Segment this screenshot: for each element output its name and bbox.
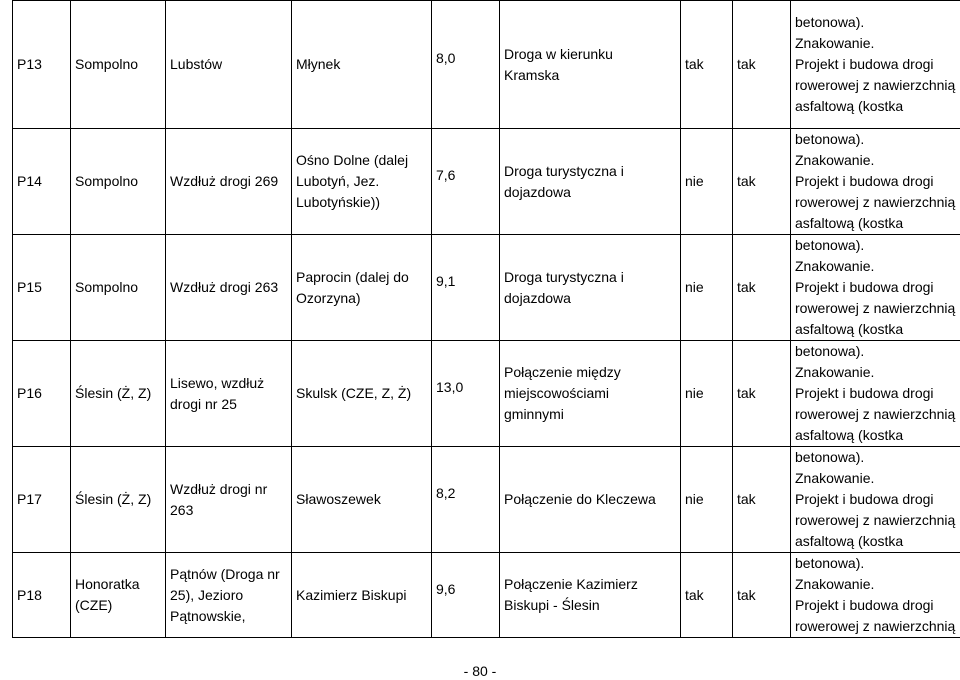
planned-actions: [791, 1, 960, 129]
start-point-line: Pątnowskie,: [170, 607, 246, 624]
action-line: Znakowanie.: [795, 152, 875, 168]
length-km: [432, 447, 500, 553]
end-point-line: Paprocin (dalej do: [296, 268, 409, 285]
flag-column-2: tak: [733, 129, 791, 235]
start-point: Wzdłuż drogi 269: [166, 129, 292, 235]
flag-column-1: nie: [681, 447, 733, 553]
action-line: betonowa).: [795, 449, 865, 465]
table-row: [13, 1, 960, 129]
route-type-line: Droga turystyczna i: [504, 268, 624, 285]
action-line: asfaltową (kostka: [795, 98, 904, 114]
route-type: [500, 341, 681, 447]
action-line: rowerowej z nawierzchnią: [795, 512, 956, 528]
start-point-line: 263: [170, 501, 194, 518]
route-type-line: miejscowościami: [504, 385, 610, 401]
start-point: Wzdłuż drogi 263: [166, 235, 292, 341]
table-row: [13, 235, 960, 341]
length-value: 8,0: [436, 50, 456, 66]
end-point: Sławoszewek: [292, 447, 432, 553]
municipality-line: (CZE): [75, 597, 113, 613]
action-line: asfaltową (kostka: [795, 321, 904, 337]
end-point-line: Lubotyń, Jez.: [296, 173, 380, 189]
flag-column-2: tak: [733, 235, 791, 341]
length-value: 9,6: [436, 580, 456, 597]
municipality-line: Honoratka: [75, 576, 140, 592]
flag-column-2: tak: [733, 341, 791, 447]
action-line: Projekt i budowa drogi: [795, 279, 934, 295]
action-line: Znakowanie.: [795, 470, 875, 486]
end-point: Skulsk (CZE, Z, Ż): [292, 341, 432, 447]
action-line: betonowa).: [795, 237, 865, 253]
route-type: [500, 235, 681, 341]
action-line: Projekt i budowa drogi: [795, 385, 934, 401]
action-line: rowerowej z nawierzchnią: [795, 77, 956, 93]
route-type: [500, 129, 681, 235]
action-line: Projekt i budowa drogi: [795, 173, 934, 189]
flag-column-2: tak: [733, 447, 791, 553]
table-row: [13, 447, 960, 553]
end-point-line: Ośno Dolne (dalej: [296, 152, 409, 168]
flag-column-1: tak: [681, 553, 733, 638]
start-point-line: Wzdłuż drogi nr: [170, 480, 268, 497]
end-point: Młynek: [292, 1, 432, 129]
municipality: Ślesin (Ż, Z): [71, 447, 166, 553]
start-point: [166, 341, 292, 447]
end-point-line: Ozorzyna): [296, 289, 361, 306]
table-row: [13, 129, 960, 235]
length-value: 7,6: [436, 167, 456, 183]
length-value: 8,2: [436, 485, 456, 501]
route-type-line: Połączenie między: [504, 364, 621, 380]
route-number: P16: [13, 341, 71, 447]
action-line: Projekt i budowa drogi: [795, 491, 934, 507]
municipality: Sompolno: [71, 235, 166, 341]
planned-actions: [791, 235, 960, 341]
action-line: betonowa).: [795, 131, 865, 147]
action-line: rowerowej z nawierzchnią: [795, 406, 956, 422]
route-type-line: dojazdowa: [504, 183, 571, 200]
route-type-line: gminnymi: [504, 406, 564, 422]
action-line: asfaltową (kostka: [795, 533, 904, 549]
end-point-line: Lubotyńskie)): [296, 194, 381, 210]
route-number: P15: [13, 235, 71, 341]
action-line: asfaltową (kostka: [795, 427, 904, 443]
action-line: betonowa).: [795, 555, 865, 571]
action-line: rowerowej z nawierzchnią: [795, 618, 956, 634]
flag-column-1: tak: [681, 1, 733, 129]
length-km: [432, 235, 500, 341]
end-point: [292, 235, 432, 341]
municipality: Sompolno: [71, 1, 166, 129]
start-point: Lubstów: [166, 1, 292, 129]
route-type: [500, 447, 681, 553]
length-km: [432, 341, 500, 447]
planned-actions: [791, 553, 960, 638]
flag-column-1: nie: [681, 129, 733, 235]
page-number: - 80 -: [463, 663, 497, 679]
action-line: Projekt i budowa drogi: [795, 56, 934, 72]
start-point-line: drogi nr 25: [170, 395, 237, 412]
start-point-line: Pątnów (Droga nr: [170, 565, 280, 582]
route-type-line: Połączenie do Kleczewa: [504, 491, 656, 507]
end-point: Kazimierz Biskupi: [292, 553, 432, 638]
table-row: [13, 341, 960, 447]
municipality: Sompolno: [71, 129, 166, 235]
route-number: P17: [13, 447, 71, 553]
action-line: Znakowanie.: [795, 258, 875, 274]
routes-table: [12, 0, 960, 638]
length-km: [432, 553, 500, 638]
start-point-line: Lisewo, wzdłuż: [170, 374, 265, 391]
route-type: [500, 1, 681, 129]
planned-actions: [791, 341, 960, 447]
start-point: [166, 447, 292, 553]
planned-actions: [791, 447, 960, 553]
route-type-line: Połączenie Kazimierz: [504, 576, 638, 592]
action-line: rowerowej z nawierzchnią: [795, 194, 956, 210]
route-number: P14: [13, 129, 71, 235]
table-row: [13, 553, 960, 638]
flag-column-2: tak: [733, 553, 791, 638]
route-type-line: Biskupi - Ślesin: [504, 597, 600, 613]
route-type-line: Droga turystyczna i: [504, 162, 624, 179]
action-line: betonowa).: [795, 14, 865, 30]
route-type-line: Kramska: [504, 66, 560, 83]
municipality: [71, 553, 166, 638]
length-km: [432, 1, 500, 129]
route-type-line: Droga w kierunku: [504, 45, 613, 62]
action-line: Znakowanie.: [795, 576, 875, 592]
action-line: rowerowej z nawierzchnią: [795, 300, 956, 316]
action-line: Znakowanie.: [795, 35, 875, 51]
route-type-line: dojazdowa: [504, 289, 571, 306]
start-point: [166, 553, 292, 638]
flag-column-1: nie: [681, 235, 733, 341]
municipality: Ślesin (Ż, Z): [71, 341, 166, 447]
length-value: 13,0: [436, 379, 464, 395]
length-value: 9,1: [436, 273, 456, 289]
length-km: [432, 129, 500, 235]
flag-column-2: tak: [733, 1, 791, 129]
action-line: betonowa).: [795, 343, 865, 359]
planned-actions: [791, 129, 960, 235]
action-line: asfaltową (kostka: [795, 215, 904, 231]
action-line: Projekt i budowa drogi: [795, 597, 934, 613]
route-number: P13: [13, 1, 71, 129]
route-type: [500, 553, 681, 638]
start-point-line: 25), Jezioro: [170, 586, 244, 603]
flag-column-1: nie: [681, 341, 733, 447]
action-line: Znakowanie.: [795, 364, 875, 380]
route-number: P18: [13, 553, 71, 638]
end-point: [292, 129, 432, 235]
